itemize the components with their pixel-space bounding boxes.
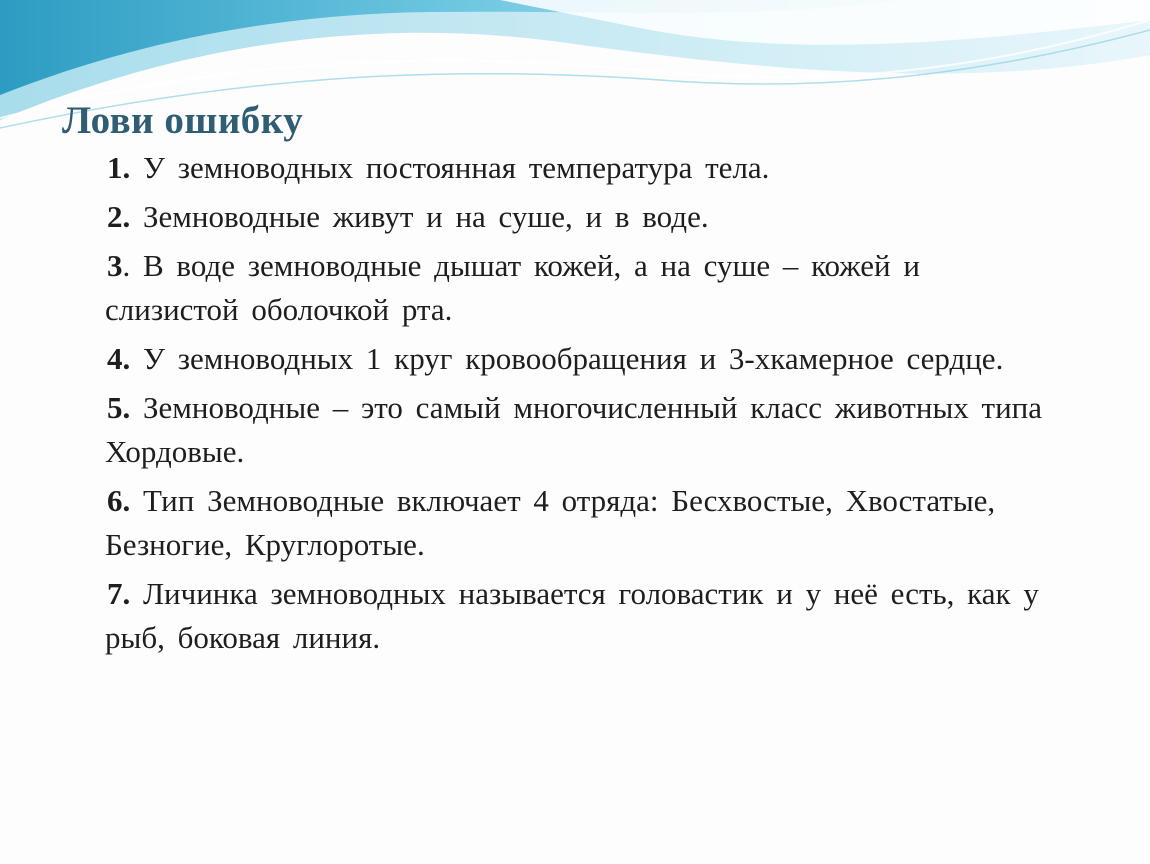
list-item — [105, 386, 1050, 474]
item-number: 4. — [107, 341, 131, 376]
list-item — [105, 572, 1050, 660]
item-text: У земноводных 1 круг кровообращения и 3-хкамерное сердце. — [143, 341, 1004, 376]
list-item — [105, 146, 1050, 190]
list-item — [105, 479, 1050, 567]
item-text: . В воде земноводные дышат кожей, а на суше – кожей и слизистой оболочкой рта. — [105, 248, 920, 327]
list-item — [105, 244, 1050, 332]
item-number: 7. — [107, 576, 131, 611]
list-item — [105, 337, 1050, 381]
item-number: 5. — [107, 390, 131, 425]
item-number: 3 — [107, 248, 123, 283]
item-text: Личинка земноводных называется головастик и у неё есть, как у рыб, боковая линия. — [105, 576, 1039, 655]
item-text: Земноводные – это самый многочисленный класс животных типа Хордовые. — [105, 390, 1043, 469]
item-number: 2. — [107, 199, 131, 234]
item-text: У земноводных постоянная температура тела. — [143, 150, 770, 185]
slide-title: Лови ошибку — [62, 99, 304, 142]
item-number: 1. — [107, 150, 131, 185]
item-text: Тип Земноводные включает 4 отряда: Бесхвостые, Хвостатые, Безногие, Круглоротые. — [105, 483, 996, 562]
item-text: Земноводные живут и на суше, и в воде. — [143, 199, 709, 234]
list-item — [105, 195, 1050, 239]
item-number: 6. — [107, 483, 131, 518]
statement-list — [105, 146, 1050, 665]
